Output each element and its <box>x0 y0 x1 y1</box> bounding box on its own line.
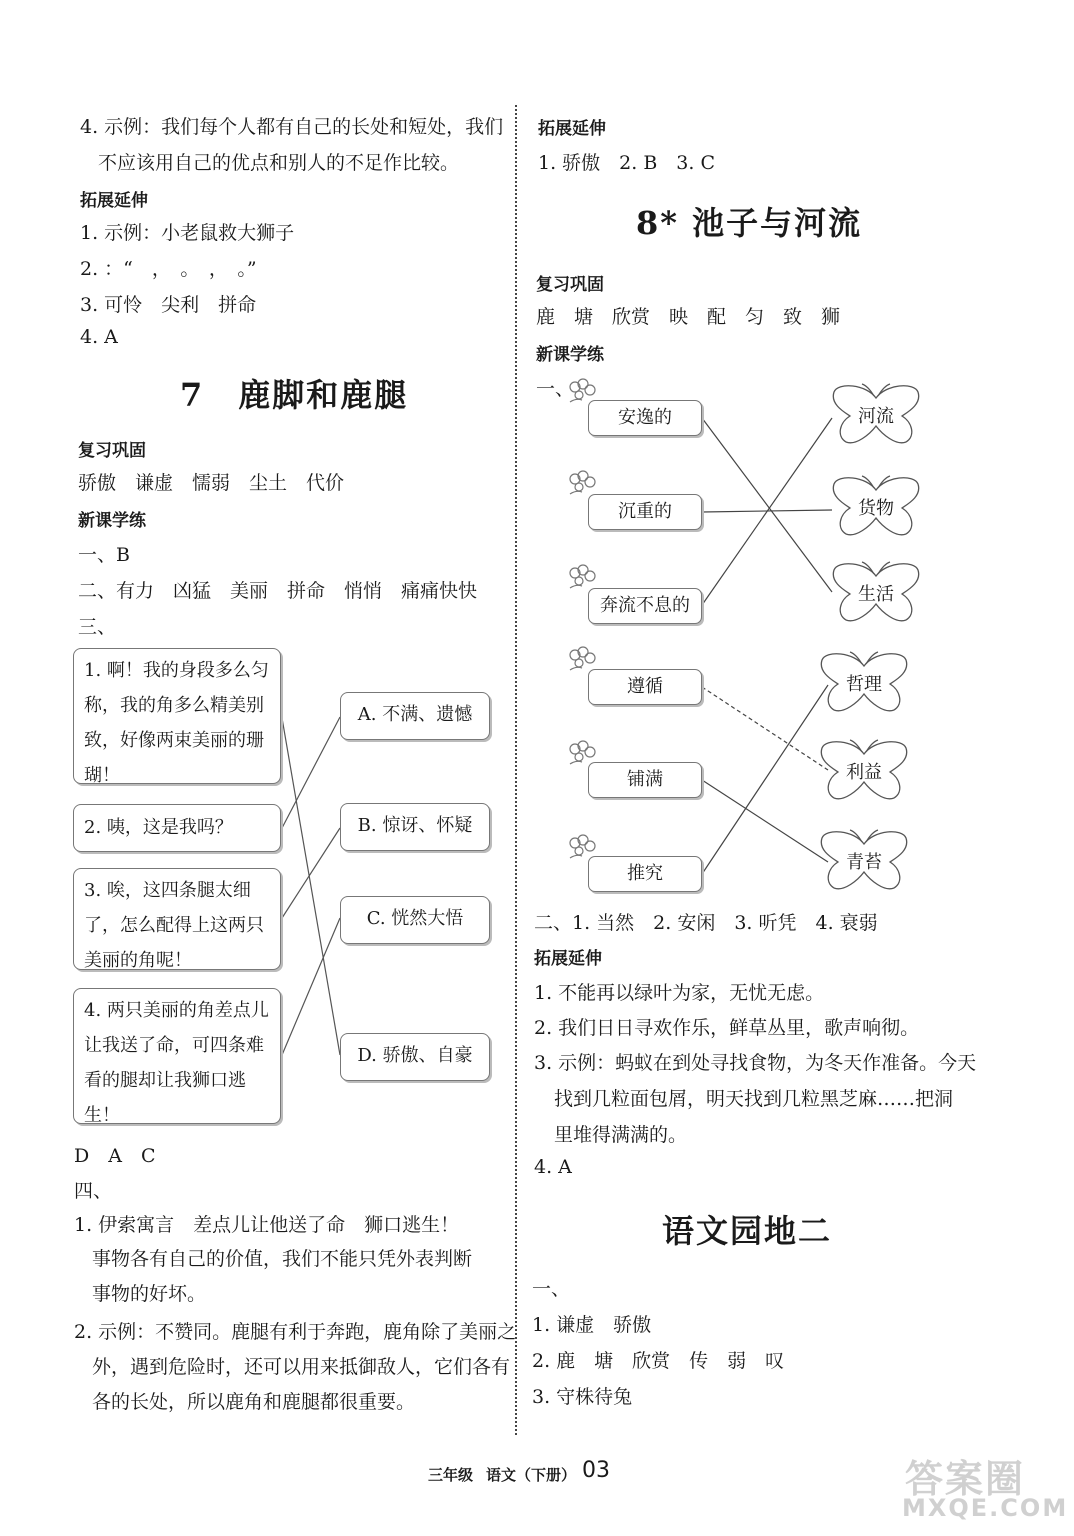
section-heading: 新课学练 <box>536 345 604 365</box>
answer-line: 三、 <box>78 616 117 638</box>
word-pill: 铺满 <box>588 762 702 798</box>
answer-line: 4. A <box>534 1156 572 1178</box>
answer-line: 事物各有自己的价值，我们不能只凭外表判断 <box>92 1248 473 1270</box>
answer-line: 鹿 塘 欣赏 映 配 匀 致 狮 <box>536 306 841 328</box>
answer-line: 事物的好坏。 <box>92 1283 207 1305</box>
lesson-title: 语文园地二 <box>662 1212 833 1250</box>
answer-line: 里堆得满满的。 <box>554 1124 688 1146</box>
answer-line: 3. 示例：蚂蚁在到处寻找食物，为冬天作准备。今天 <box>534 1052 977 1074</box>
butterfly-label: 河流 <box>858 406 894 427</box>
butterfly-label: 利益 <box>846 762 882 783</box>
emotion-box: D. 骄傲、自豪 <box>340 1033 490 1081</box>
word-pill: 推究 <box>588 856 702 892</box>
butterfly-label: 生活 <box>858 584 894 605</box>
word-pill: 遵循 <box>588 669 702 705</box>
answer-line: 一、 <box>532 1278 571 1300</box>
answer-line: D A C <box>74 1145 156 1167</box>
lesson-title: 8* 池子与河流 <box>636 204 863 242</box>
answer-line: 3. 可怜 尖利 拼命 <box>80 294 257 316</box>
quote-box: 2. 咦，这是我吗？ <box>73 804 281 852</box>
answer-line: 一、B <box>78 544 130 566</box>
footer-subject: 语文（下册） <box>486 1466 577 1484</box>
butterfly-card <box>818 650 910 716</box>
section-heading: 拓展延伸 <box>80 191 148 211</box>
section-heading: 拓展延伸 <box>534 949 602 969</box>
answer-line: 1. 伊索寓言 差点儿让他送了命 狮口逃生！ <box>74 1214 460 1236</box>
answer-line: 二、有力 凶猛 美丽 拼命 悄悄 痛痛快快 <box>78 580 478 602</box>
butterfly-label: 青苔 <box>846 852 882 873</box>
answer-line: 1. 谦虚 骄傲 <box>532 1314 652 1336</box>
answer-line: 1. 不能再以绿叶为家，无忧无虑。 <box>534 982 825 1004</box>
butterfly-card <box>830 382 922 448</box>
answer-line: 2. 我们日日寻欢作乐，鲜草丛里，歌声响彻。 <box>534 1017 920 1039</box>
answer-line: 2. ：“ ， 。 ， 。” <box>80 258 257 280</box>
word-pill: 安逸的 <box>588 400 702 436</box>
section-heading: 复习巩固 <box>536 275 604 295</box>
answer-line: 2. 鹿 塘 欣赏 传 弱 叹 <box>532 1350 785 1372</box>
answer-line: 4. 示例：我们每个人都有自己的长处和短处，我们 <box>80 116 504 138</box>
butterfly-label: 哲理 <box>846 674 882 695</box>
emotion-box: C. 恍然大悟 <box>340 896 490 944</box>
answer-line: 各的长处，所以鹿角和鹿腿都很重要。 <box>92 1391 416 1413</box>
answer-line: 找到几粒面包屑，明天找到几粒黑芝麻……把洞 <box>554 1088 954 1110</box>
answer-line: 四、 <box>74 1180 113 1202</box>
section-heading: 新课学练 <box>78 511 146 531</box>
footer-grade: 三年级 <box>428 1466 474 1484</box>
quote-box: 4. 两只美丽的角差点儿让我送了命，可四条难看的腿却让我狮口逃生！ <box>73 988 281 1124</box>
word-pill: 沉重的 <box>588 494 702 530</box>
answer-line: 3. 守株待兔 <box>532 1386 633 1408</box>
answer-line: 不应该用自己的优点和别人的不足作比较。 <box>98 152 460 174</box>
answer-line: 骄傲 谦虚 懦弱 尘土 代价 <box>78 472 345 494</box>
watermark-logo: 答案圈 <box>905 1457 1026 1501</box>
answer-line: 2. 示例：不赞同。鹿腿有利于奔跑，鹿角除了美丽之 <box>74 1321 517 1343</box>
butterfly-card <box>818 828 910 894</box>
quote-box: 1. 啊！我的身段多么匀称，我的角多么精美别致，好像两束美丽的珊瑚！ <box>73 648 281 784</box>
answer-line: 一、 <box>536 378 575 400</box>
page-number: 03 <box>582 1458 610 1483</box>
answer-line: 4. A <box>80 326 118 348</box>
butterfly-label: 货物 <box>858 498 894 519</box>
answer-line: 1. 骄傲 2. B 3. C <box>538 152 716 174</box>
quote-box: 3. 唉，这四条腿太细了，怎么配得上这两只美丽的角呢！ <box>73 868 281 970</box>
emotion-box: B. 惊讶、怀疑 <box>340 803 490 851</box>
answer-line: 1. 示例：小老鼠救大狮子 <box>80 222 295 244</box>
butterfly-card <box>830 474 922 540</box>
word-pill: 奔流不息的 <box>588 588 702 624</box>
lesson-title: 7 鹿脚和鹿腿 <box>180 376 409 414</box>
answer-line: 二、1. 当然 2. 安闲 3. 听凭 4. 衰弱 <box>534 912 878 934</box>
butterfly-card <box>830 560 922 626</box>
watermark-url: MXQE.COM <box>902 1494 1069 1522</box>
emotion-box: A. 不满、遗憾 <box>340 692 490 740</box>
answer-line: 外，遇到危险时，还可以用来抵御敌人，它们各有 <box>92 1356 511 1378</box>
section-heading: 拓展延伸 <box>538 119 606 139</box>
section-heading: 复习巩固 <box>78 441 146 461</box>
butterfly-card <box>818 738 910 804</box>
